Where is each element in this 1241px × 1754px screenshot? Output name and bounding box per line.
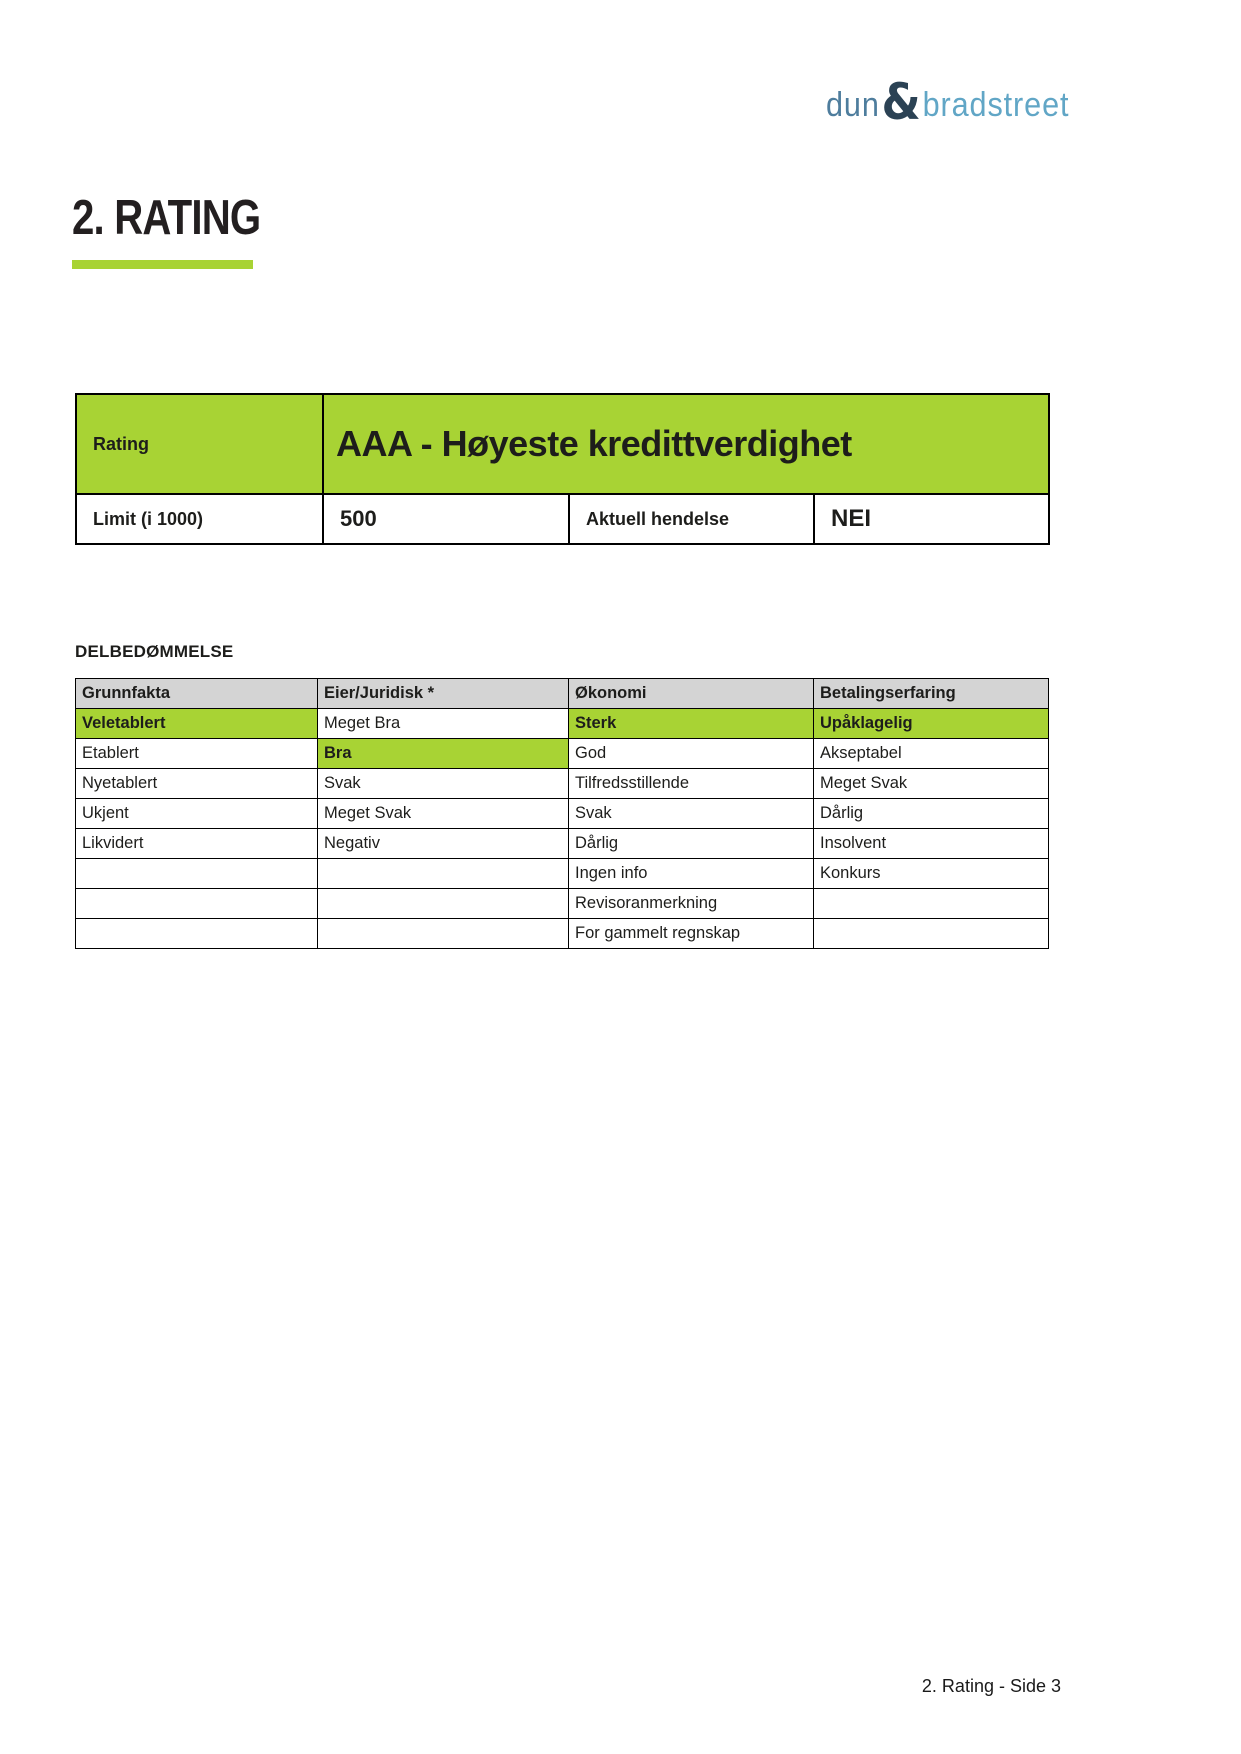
table-row (76, 739, 1049, 769)
table-cell: Konkurs (814, 859, 1049, 889)
dnb-logo (826, 70, 1070, 131)
table-cell (318, 859, 569, 889)
table-row (76, 769, 1049, 799)
table-cell: Likvidert (76, 829, 318, 859)
table-cell: For gammelt regnskap (569, 919, 814, 949)
table-cell (76, 919, 318, 949)
table-cell: Akseptabel (814, 739, 1049, 769)
table-cell: Bra (318, 739, 569, 769)
table-cell: Revisoranmerkning (569, 889, 814, 919)
table-cell (318, 919, 569, 949)
rating-detail-row (76, 494, 1049, 544)
table-cell: Ingen info (569, 859, 814, 889)
rating-label: Rating (76, 394, 323, 494)
table-cell: God (569, 739, 814, 769)
ampersand-icon: & (881, 73, 921, 131)
aktuell-hendelse-label: Aktuell hendelse (569, 494, 814, 544)
table-cell (318, 889, 569, 919)
page-footer: 2. Rating - Side 3 (921, 1676, 1061, 1696)
aktuell-hendelse-value: NEI (814, 494, 1049, 544)
table-row (76, 859, 1049, 889)
rating-banner-row (76, 394, 1049, 494)
table-cell: Dårlig (569, 829, 814, 859)
rating-value: AAA - Høyeste kredittverdighet (323, 394, 1049, 494)
table-row (76, 709, 1049, 739)
title-underline-bar (72, 260, 253, 269)
table-cell (76, 889, 318, 919)
table-row (76, 799, 1049, 829)
table-cell (76, 859, 318, 889)
table-row (76, 919, 1049, 949)
page-title: 2. RATING (72, 191, 261, 245)
table-cell: Dårlig (814, 799, 1049, 829)
delbedommelse-table (75, 678, 1049, 949)
table-cell: Svak (569, 799, 814, 829)
table-cell: Tilfredsstillende (569, 769, 814, 799)
table-cell: Etablert (76, 739, 318, 769)
table-cell: Insolvent (814, 829, 1049, 859)
column-header: Grunnfakta (76, 679, 318, 709)
logo-text-bradstreet: bradstreet (922, 86, 1070, 124)
table-header-row (76, 679, 1049, 709)
table-cell: Veletablert (76, 709, 318, 739)
column-header: Eier/Juridisk * (318, 679, 569, 709)
limit-label: Limit (i 1000) (76, 494, 323, 544)
logo-text-dun: dun (826, 86, 880, 124)
table-cell: Sterk (569, 709, 814, 739)
table-row (76, 829, 1049, 859)
table-cell: Meget Svak (318, 799, 569, 829)
table-cell (814, 919, 1049, 949)
rating-table (75, 393, 1050, 545)
table-cell: Nyetablert (76, 769, 318, 799)
table-header-row (76, 679, 1049, 709)
table-cell: Upåklagelig (814, 709, 1049, 739)
column-header: Økonomi (569, 679, 814, 709)
table-cell: Meget Svak (814, 769, 1049, 799)
table-cell: Ukjent (76, 799, 318, 829)
table-cell: Negativ (318, 829, 569, 859)
column-header: Betalingserfaring (814, 679, 1049, 709)
table-cell: Meget Bra (318, 709, 569, 739)
delbedommelse-heading: DELBEDØMMELSE (75, 642, 234, 661)
table-row (76, 889, 1049, 919)
limit-value: 500 (323, 494, 569, 544)
table-cell: Svak (318, 769, 569, 799)
table-cell (814, 889, 1049, 919)
